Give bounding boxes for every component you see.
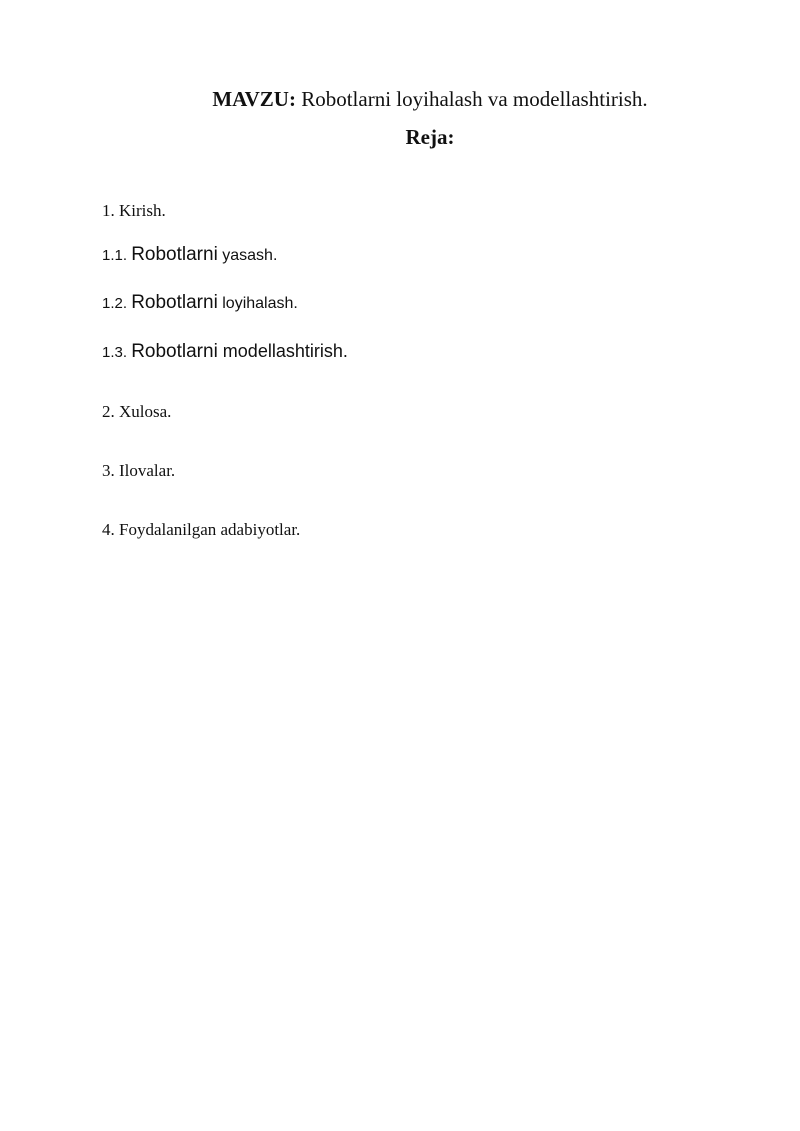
- plan-item-3: [102, 460, 175, 482]
- plan-item-1-2-rest: loyihalash.: [217, 295, 298, 312]
- plan-item-4: [102, 519, 300, 541]
- plan-item-1-1: [102, 244, 277, 267]
- plan-heading: Reja:: [405, 125, 455, 149]
- plan-item-1-3-number: 1.3.: [102, 344, 132, 361]
- plan-item-1-text: 1. Kirish.: [102, 201, 166, 220]
- document-title: [0, 86, 800, 112]
- plan-item-3-text: 3. Ilovalar.: [102, 461, 176, 480]
- plan-item-1-1-number: 1.1.: [102, 247, 132, 264]
- plan-item-1: [102, 200, 166, 222]
- plan-item-1-1-rest: yasash.: [217, 247, 278, 264]
- plan-item-1-2-number: 1.2.: [102, 295, 132, 312]
- plan-item-1-2-main: Robotlarni: [131, 292, 218, 313]
- plan-item-4-text: 4. Foydalanilgan adabiyotlar.: [102, 520, 301, 539]
- plan-item-1-2: [102, 292, 298, 315]
- plan-item-2: [102, 401, 171, 423]
- title-text: Robotlarni loyihalash va modellashtirish.: [295, 87, 648, 111]
- plan-item-1-1-main: Robotlarni: [131, 244, 218, 265]
- plan-item-1-3: [102, 340, 348, 364]
- title-label: MAVZU:: [212, 87, 296, 111]
- plan-item-1-3-main: Robotlarni: [131, 341, 218, 362]
- plan-item-2-text: 2. Xulosa.: [102, 402, 172, 421]
- plan-item-1-3-rest: modellashtirish.: [217, 341, 348, 361]
